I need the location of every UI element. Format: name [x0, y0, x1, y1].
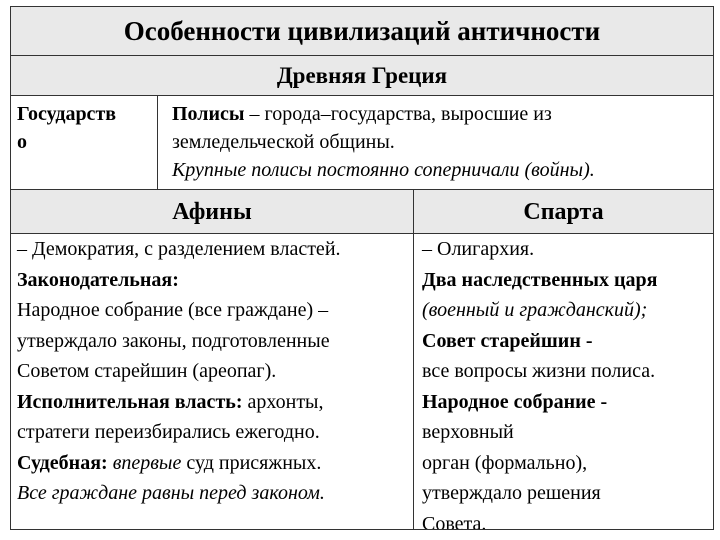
desc-line-1 [172, 100, 707, 128]
sparta-line-6: Народное собрание - [422, 390, 608, 413]
desc-line-2: земледельческой общины. [172, 131, 395, 153]
sparta-line-5: все вопросы жизни полиса. [422, 360, 656, 382]
state-label-line-2: о [17, 131, 27, 153]
section-heading-greece [10, 55, 714, 96]
state-label-line-1: Государств [17, 103, 117, 125]
athens-judicial-text: суд присяжных. [181, 451, 322, 474]
athens-header [10, 189, 414, 234]
sparta-line-4: Совет старейшин - [422, 329, 593, 352]
sparta-line-7: верховный [422, 421, 514, 443]
athens-line-2: Законодательная: [17, 268, 179, 291]
athens-exec-term: Исполнительная власть: [17, 390, 243, 413]
sparta-line-10: Совета. [422, 512, 487, 530]
sparta-header [413, 189, 714, 234]
athens-line-7: стратеги переизбирались ежегодно. [17, 421, 320, 443]
state-label-cell [10, 95, 158, 190]
sparta-line-8: орган (формально), [422, 451, 588, 474]
athens-line-3: Народное собрание (все граждане) – [17, 299, 329, 321]
athens-header-text: Афины [172, 199, 252, 225]
sparta-line-1: – Олигархия. [422, 238, 535, 260]
athens-line-5: Советом старейшин (ареопаг). [17, 360, 277, 382]
sparta-header-text: Спарта [523, 199, 604, 225]
athens-line-4: утверждало законы, подготовленные [17, 329, 330, 352]
desc-polis-term: Полисы [172, 103, 245, 125]
athens-exec-text: архонты, [242, 390, 324, 413]
athens-line-6 [17, 387, 407, 418]
section-heading-text: Древняя Греция [276, 63, 448, 88]
civilizations-table [10, 0, 714, 530]
state-description-cell [157, 95, 714, 190]
athens-body [10, 233, 414, 530]
athens-line-1: – Демократия, с разделением властей. [17, 238, 341, 260]
sparta-body [413, 233, 714, 530]
athens-judicial-emphasis: впервые [107, 451, 182, 474]
sparta-line-9: утверждало решения [422, 482, 601, 504]
athens-line-9: Все граждане равны перед законом. [17, 482, 325, 504]
athens-line-8 [17, 448, 407, 479]
sparta-line-3: (военный и гражданский); [422, 299, 648, 321]
sparta-line-2: Два наследственных царя [422, 268, 658, 291]
desc-line-3: Крупные полисы постоянно соперничали (войны). [172, 159, 595, 181]
table-title [10, 6, 714, 56]
table-title-text: Особенности цивилизаций античности [123, 16, 601, 46]
athens-judicial-term: Судебная: [17, 451, 108, 474]
desc-polis-definition: – города–государства, выросшие из [244, 103, 552, 125]
